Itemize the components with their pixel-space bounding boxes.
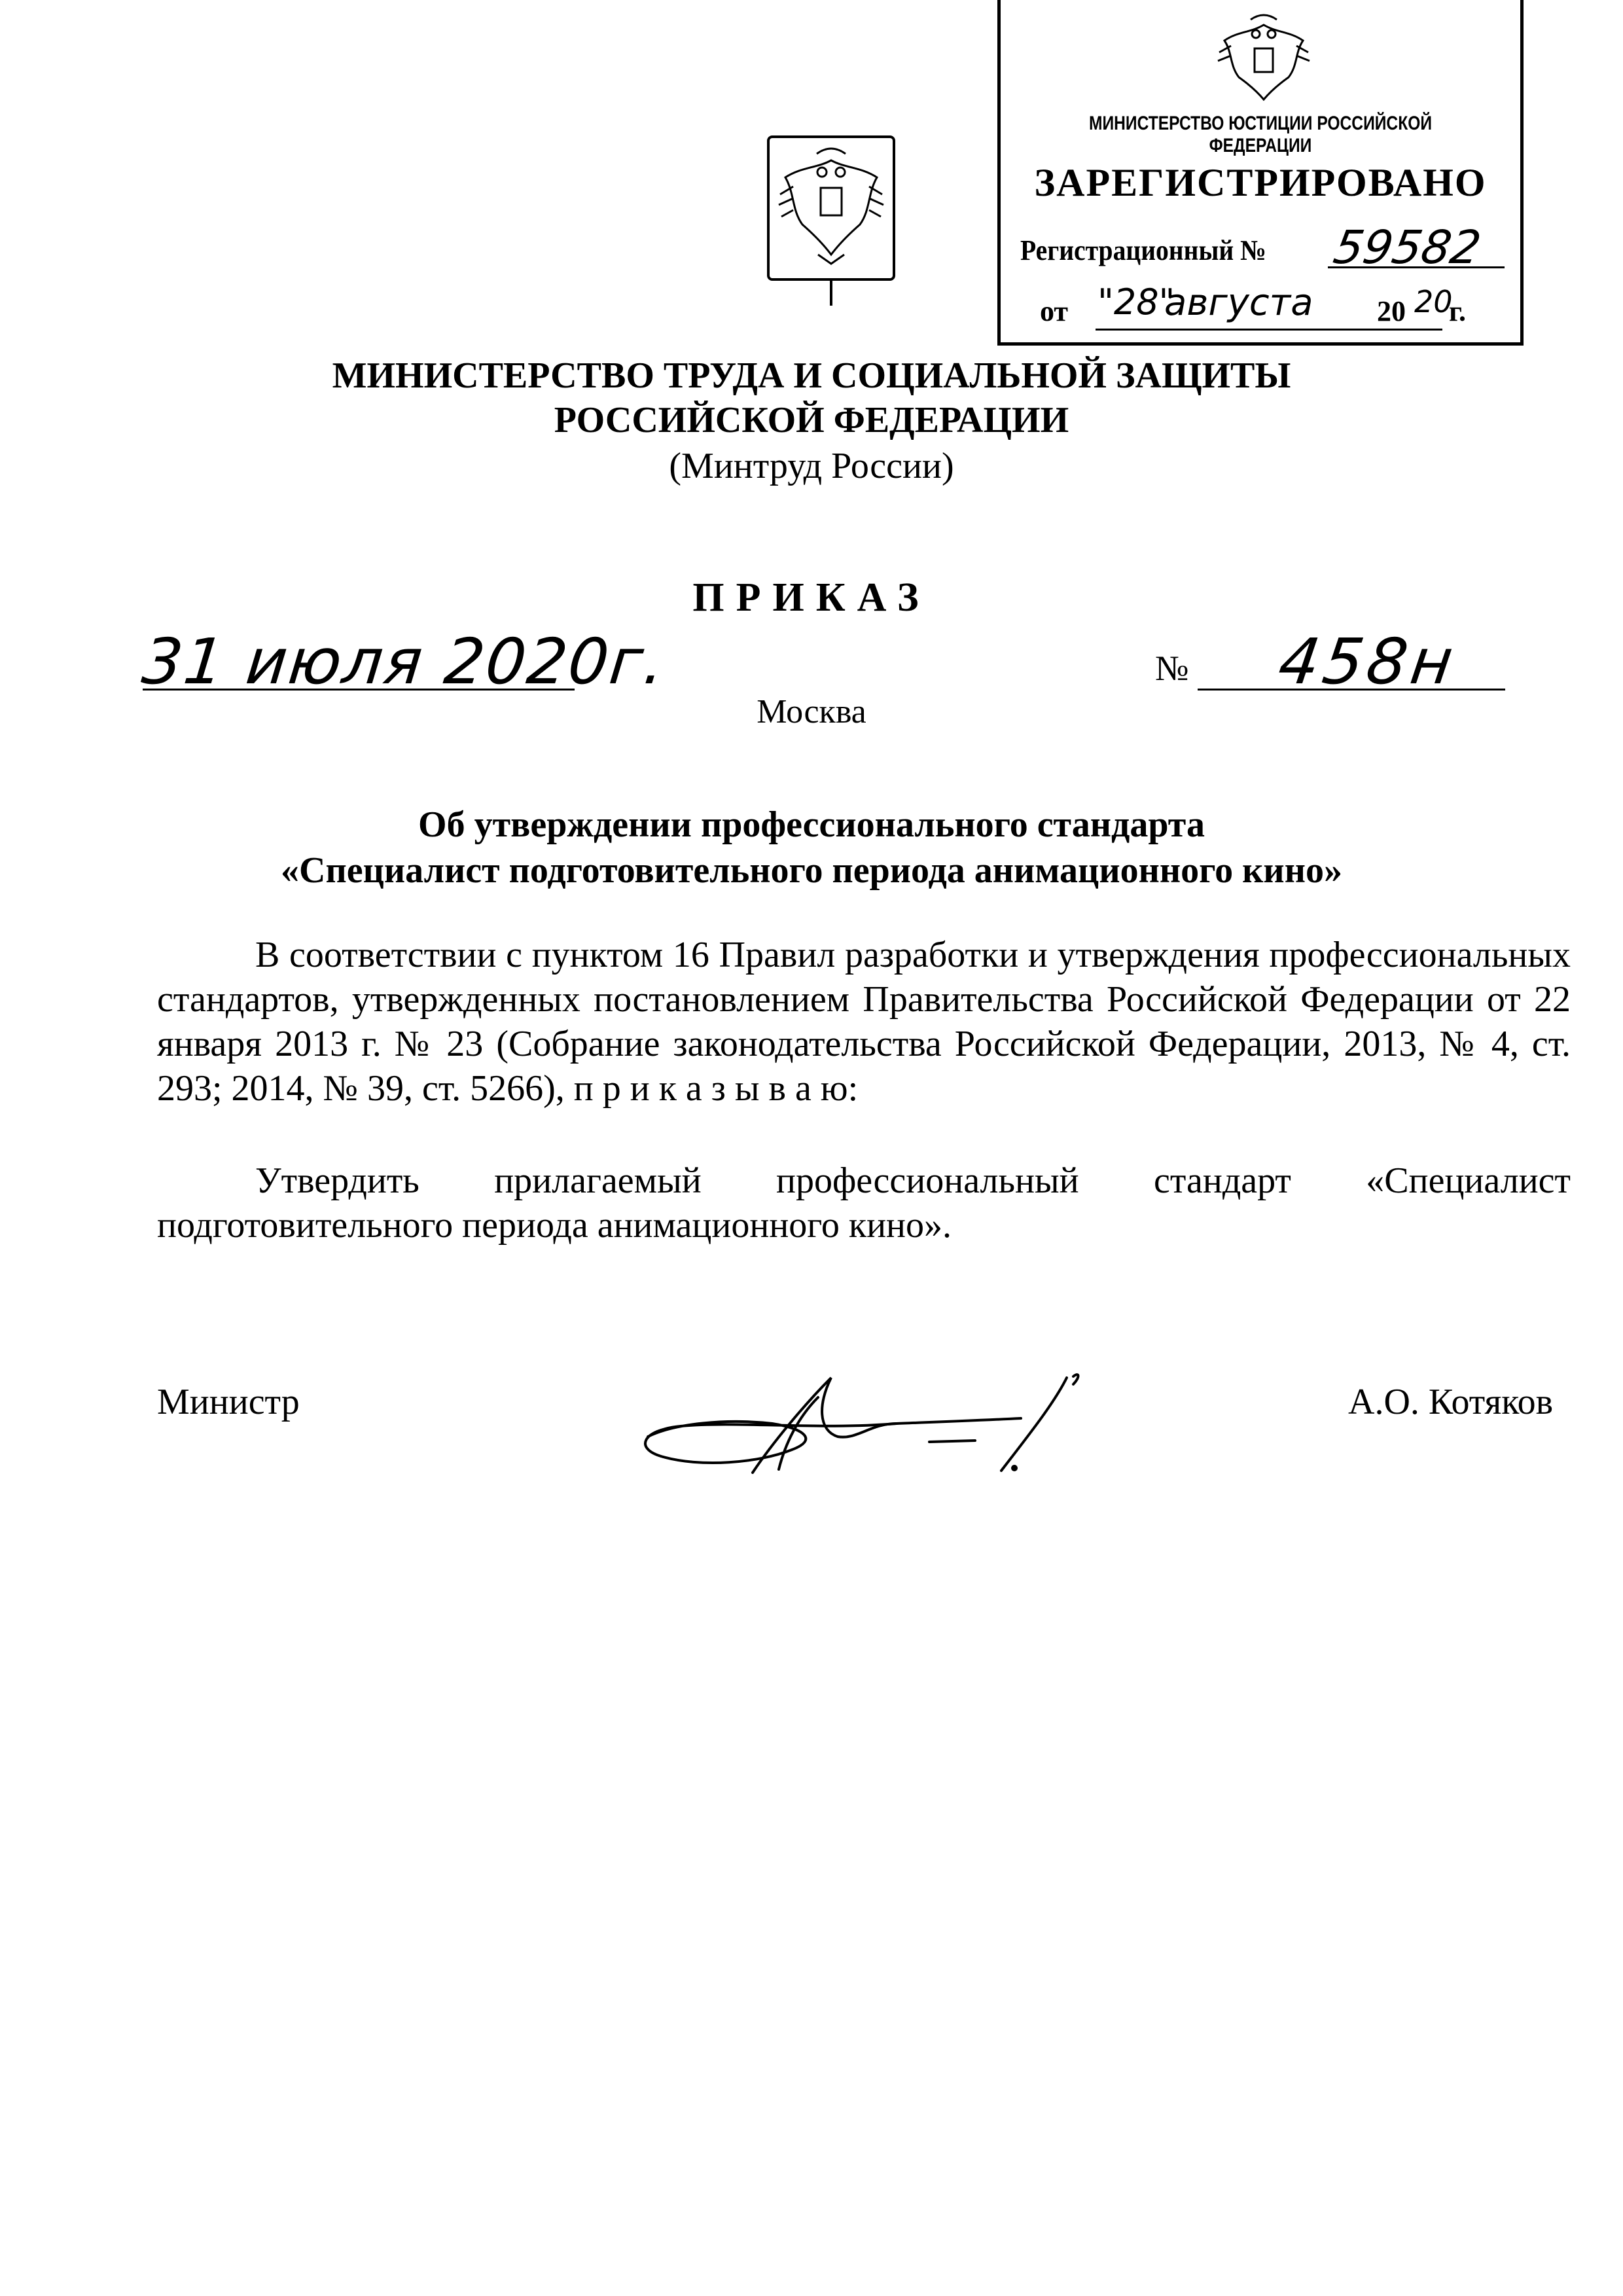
paragraph-text: В соответствии с пунктом 16 Правил разработки и утверждения профессиональных стандартов, утвержденных постановлением Правительства Российской Федерации от 22 января 2013 г. № 23 (Собрание законодательства Российской Федерации, 2013, № 4, ст. 293; 2014, № 39, ст. 5266), п р и к а з ы в а ю:: [157, 935, 1571, 1109]
registration-stamp: [997, 0, 1524, 346]
order-date: 31 июля 2020г.: [139, 625, 669, 698]
ministry-short-name: (Минтруд России): [669, 446, 954, 486]
subject-line1: Об утверждении профессионального стандарта: [418, 804, 1205, 845]
stamp-date-year-suffix: г.: [1449, 295, 1467, 327]
paragraph-text: Утвердить прилагаемый профессиональный стандарт «Специалист подготовительного периода анимационного кино».: [157, 1160, 1571, 1246]
stamp-ministry-name: МИНИСТЕРСТВО ЮСТИЦИИ РОССИЙСКОЙ ФЕДЕРАЦИИ: [1088, 113, 1433, 156]
stamp-date-row: [1040, 281, 1498, 334]
body-paragraph: [157, 1158, 1571, 1247]
handwritten-signature: [622, 1358, 1119, 1489]
order-number-value: 458н: [1274, 625, 1461, 698]
order-number-label: №: [1155, 649, 1189, 688]
order-title: ПРИКАЗ: [692, 575, 931, 620]
coat-of-arms-icon: [1205, 7, 1323, 105]
subject-line2: «Специалист подготовительного периода анимационного кино»: [281, 850, 1342, 891]
order-city: Москва: [757, 693, 866, 730]
order-date-underline: [143, 689, 575, 691]
stamp-status: ЗАРЕГИСТРИРОВАНО: [1034, 161, 1487, 204]
order-subject: [157, 802, 1466, 893]
order-number-underline: [1198, 689, 1505, 691]
stamp-reg-number-label: Регистрационный №: [1020, 234, 1266, 266]
ministry-title: [0, 353, 1623, 442]
stamp-date-day: "28": [1097, 281, 1175, 323]
stamp-reg-number-underline: [1328, 266, 1505, 268]
ministry-title-line1: МИНИСТЕРСТВО ТРУДА И СОЦИАЛЬНОЙ ЗАЩИТЫ: [332, 355, 1291, 396]
stamp-date-year-prefix: 20: [1377, 295, 1406, 327]
stamp-date-month: августа: [1164, 281, 1313, 324]
coat-of-arms-icon: [766, 134, 897, 308]
stamp-date-underline: [1096, 329, 1442, 331]
signer-position: Министр: [157, 1382, 300, 1422]
ministry-title-line2: РОССИЙСКОЙ ФЕДЕРАЦИИ: [554, 400, 1069, 440]
stamp-date-year-handwritten: 20: [1414, 284, 1453, 319]
stamp-reg-number-value: 59582: [1329, 221, 1485, 274]
stamp-reg-number-row: [1020, 221, 1511, 274]
body-paragraph: [157, 933, 1571, 1111]
stamp-date-prefix: от: [1040, 295, 1069, 327]
signer-name: А.О. Котяков: [1348, 1382, 1554, 1422]
